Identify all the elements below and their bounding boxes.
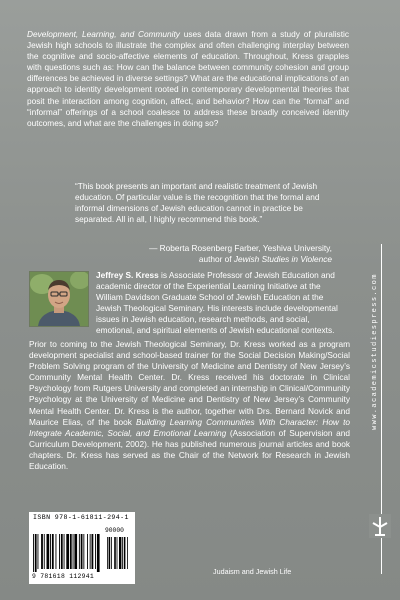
endorsement-quote: “This book presents an important and realistic treatment of Jewish education. Of particular value is the recognition that the formal and informal dimensions of Jewish education cannot in practice be separated. All in all, I highly recommend this book.” [75, 181, 320, 225]
barcode-bar [47, 534, 50, 569]
book-title-italic: Development, Learning, and Community [27, 29, 180, 39]
publisher-url: www.academicstudiespress.com [371, 273, 379, 430]
price-bar [127, 537, 128, 569]
barcode-bar [38, 534, 39, 569]
price-bar [122, 537, 123, 569]
barcode-bar [79, 534, 80, 569]
background-book-title: Building Learning Communities With Character: How to Integrate Academic, Social, and Emotional Learning [29, 416, 350, 438]
barcode-bar [52, 534, 54, 569]
barcode-bar [87, 534, 88, 569]
price-bar [117, 537, 118, 569]
barcode-bar [70, 534, 72, 569]
price-bar [114, 537, 116, 569]
barcode-bar [64, 534, 65, 569]
price-bar [107, 537, 108, 569]
barcode-bar [95, 534, 96, 569]
book-description [27, 29, 349, 129]
author-name: Jeffrey S. Kress [96, 270, 159, 280]
description-text: uses data drawn from a study of pluralistic Jewish high schools to illustrate the complex and often challenging interplay between the cognitive and socio-affective elements of education. Throughout, Kress grapples with questions such as: How can the balance between community cohesion and group differences be achieved in diverse settings? What are the educational implications of an approach to identity development rooted in contemporary developmental theories that posit the interaction among cognition, affect, and behavior? How can the “formal” and “informal” offerings of a school coalesce to address these broadly conceived identity outcomes, and what are the challenges in doing so? [27, 29, 349, 128]
barcode-bar [73, 534, 74, 569]
price-code: 90000 [105, 527, 124, 534]
publisher-logo-icon [369, 514, 391, 538]
background-text-1: Prior to coming to the Jewish Theological Seminary, Dr. Kress worked as a program development specialist and school-based trainer for the Social Decision Making/Social Problem Solving program of the University of Medicine and Dentistry of New Jersey’s Community Mental Health Center. Dr. Kress received his doctorate in Clinical Psychology from Rutgers University and completed an internship in Clinical/Community Psychology at the University of Medicine and Dentistry of New Jersey’s Community Mental Health Center. Dr. Kress is the author, together with Drs. Bernard Novick and Maurice Elias, of the book [29, 339, 350, 427]
barcode-bar [33, 534, 34, 572]
isbn-label: ISBN 978-1-61811-294-1 [33, 514, 129, 521]
barcode-bar [74, 534, 77, 569]
background-text-2: (Association of Supervision and Curriculum Development, 2002). He has published numerous journal articles and book chapters. Dr. Kress has served as the Chair of the Network for Research in Jewish Education. [29, 427, 351, 472]
barcode-bar [41, 534, 43, 569]
barcode-bar [35, 534, 37, 572]
barcode-bar [56, 534, 57, 569]
barcode-bar [61, 534, 63, 569]
barcode-block [29, 512, 135, 584]
price-bar [124, 537, 126, 569]
author-bio-text: is Associate Professor of Jewish Education and academic director of the Experiential Learning Initiative at the William Davidson Graduate School of Jewish Education at the Jewish Theological Seminary. His interests include developmental issues in Jewish education, research methods, and social, emotional, and spiritual elements of Jewish educational contexts. [96, 270, 338, 336]
barcode-bar [97, 534, 100, 572]
price-bar [111, 537, 112, 569]
attribution-prefix: author of [198, 254, 234, 265]
author-photo [29, 271, 89, 327]
attribution-line: — Roberta Rosenberg Farber, Yeshiva University, [149, 243, 332, 253]
barcode-bar [66, 534, 69, 569]
author-bio [96, 270, 349, 337]
barcode-bar [90, 534, 91, 569]
attribution-book: Jewish Studies in Violence [233, 254, 332, 265]
endorsement-attribution [92, 243, 332, 265]
barcode-bars [33, 534, 131, 572]
attribution-book-line [92, 254, 332, 265]
price-bar [109, 537, 111, 569]
barcode-bar [81, 534, 83, 569]
barcode-bar [59, 534, 60, 569]
price-bar [119, 537, 121, 569]
series-name: Judaism and Jewish Life [213, 567, 292, 576]
barcode-digits: 9 781618 112941 [32, 573, 95, 580]
barcode-bar [83, 534, 84, 569]
author-background [29, 339, 350, 472]
barcode-bar [92, 534, 94, 569]
barcode-bar [50, 534, 51, 569]
barcode-bar [44, 534, 45, 569]
